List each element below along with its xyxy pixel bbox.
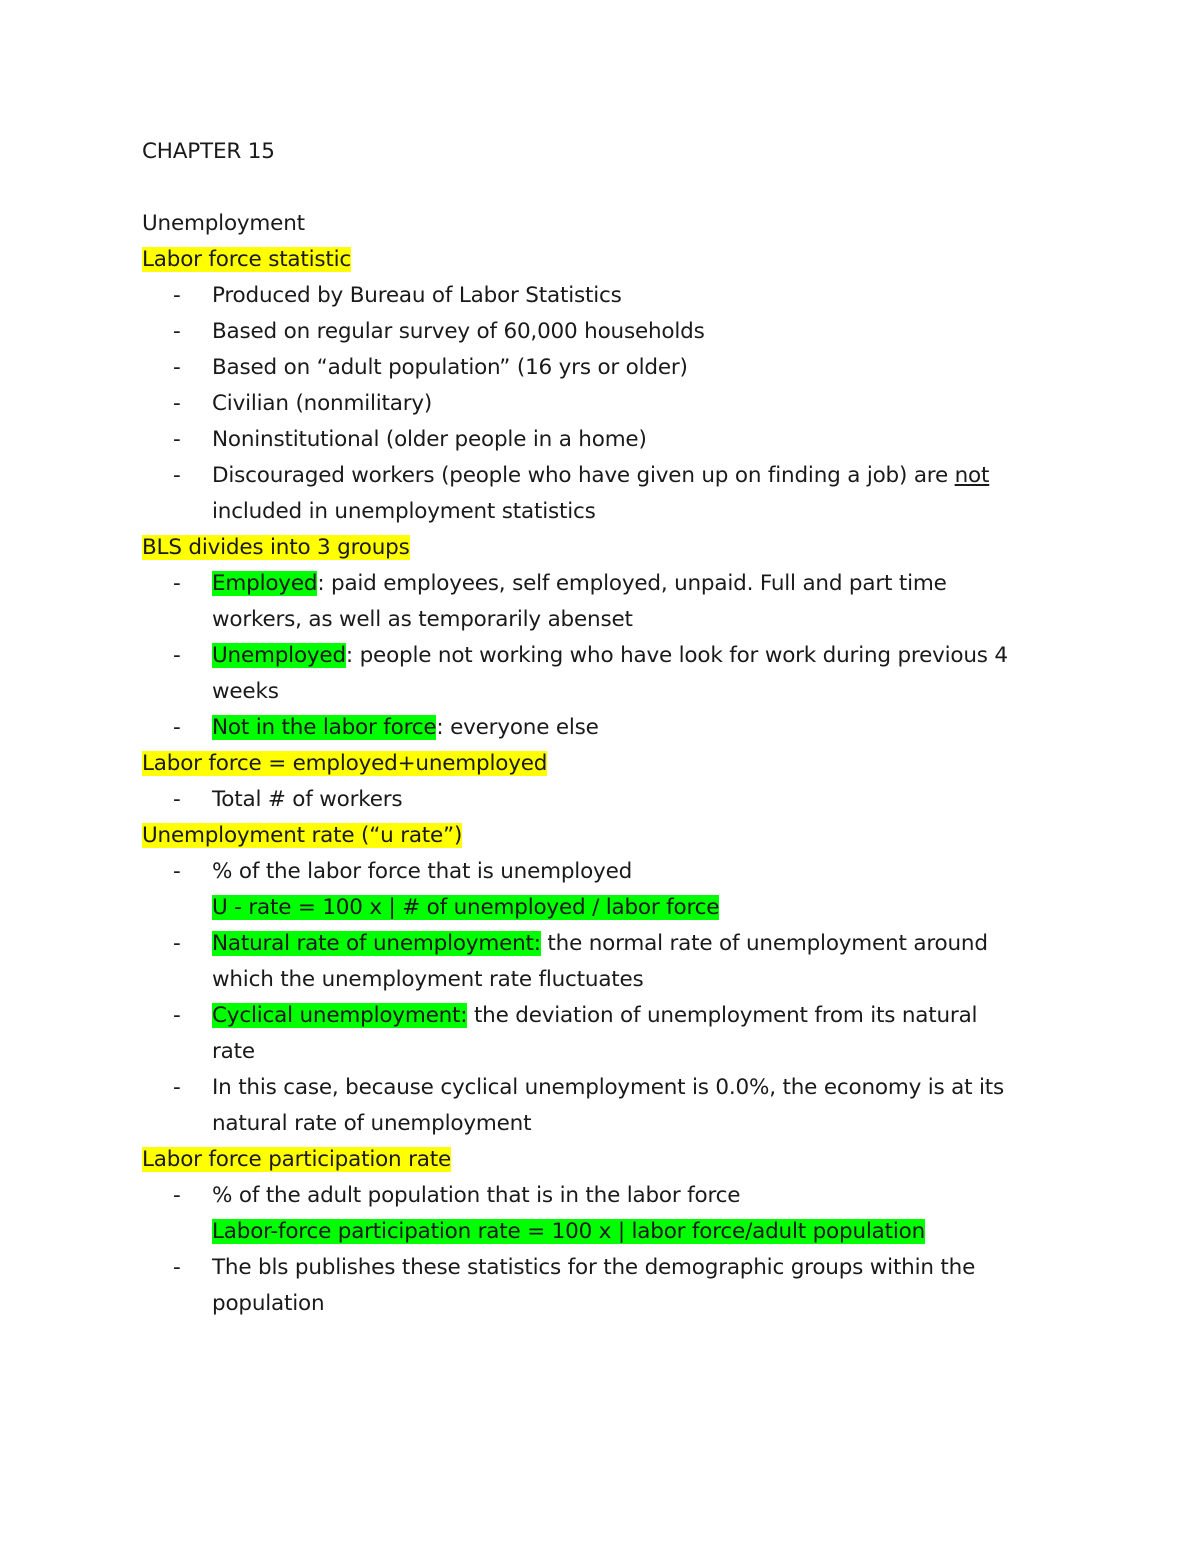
bullet-text: the deviation of unemployment from its natural — [467, 1003, 978, 1028]
term-highlight: Unemployed — [212, 643, 346, 668]
bullet-text: The bls publishes these statistics for the demographic groups within the — [212, 1255, 976, 1280]
term-highlight: Cyclical unemployment: — [212, 1003, 468, 1028]
bullet-dash: - — [173, 355, 181, 380]
bullet-dash: - — [173, 319, 181, 344]
bullet-text: the normal rate of unemployment around — [540, 931, 988, 956]
formula-highlight: Labor-force participation rate = 100 x | labor force/adult population — [212, 1219, 926, 1244]
bullet-text: Noninstitutional (older people in a home) — [212, 427, 647, 452]
bullet-item — [142, 1178, 1062, 1214]
bullet-item — [142, 458, 1062, 494]
term-highlight: Not in the labor force — [212, 715, 437, 740]
bullet-item — [142, 638, 1062, 674]
bullet-text: Based on “adult population” (16 yrs or older) — [212, 355, 688, 380]
chapter-title: CHAPTER 15 — [142, 139, 275, 164]
bullet-text: : paid employees, self employed, unpaid. Full and part time — [317, 571, 947, 596]
bullet-dash: - — [173, 643, 181, 668]
bullet-item — [142, 314, 1062, 350]
bullet-item — [142, 422, 1062, 458]
bullet-item — [142, 1250, 1062, 1286]
bullet-item — [142, 386, 1062, 422]
section-heading — [142, 530, 1062, 566]
bullet-dash: - — [173, 931, 181, 956]
bullet-item — [142, 566, 1062, 602]
bullet-text: Civilian (nonmilitary) — [212, 391, 433, 416]
term-highlight: Natural rate of unemployment: — [212, 931, 541, 956]
section-heading — [142, 818, 1062, 854]
bullet-dash: - — [173, 427, 181, 452]
bullet-continuation: population — [212, 1291, 325, 1316]
bullet-dash: - — [173, 571, 181, 596]
bullet-continuation: rate — [212, 1039, 255, 1064]
bullet-text: Produced by Bureau of Labor Statistics — [212, 283, 622, 308]
section-heading-text: Labor force participation rate — [142, 1147, 451, 1172]
bullet-item — [142, 998, 1062, 1034]
section-heading-text: BLS divides into 3 groups — [142, 535, 410, 560]
section-heading-text: Unemployment rate (“u rate”) — [142, 823, 463, 848]
bullet-dash: - — [173, 1075, 181, 1100]
formula-line — [142, 1214, 1062, 1250]
bullet-text: Discouraged workers (people who have given up on finding a job) are — [212, 463, 955, 488]
bullet-item — [142, 926, 1062, 962]
bullet-item — [142, 278, 1062, 314]
bullet-continuation: which the unemployment rate fluctuates — [212, 967, 644, 992]
bullet-continuation: weeks — [212, 679, 279, 704]
bullet-continuation: included in unemployment statistics — [212, 499, 596, 524]
bullet-text: : everyone else — [436, 715, 599, 740]
bullet-item — [142, 854, 1062, 890]
document-content — [142, 134, 1062, 1322]
bullet-dash: - — [173, 1183, 181, 1208]
underlined-word: not — [954, 463, 990, 488]
bullet-text: Total # of workers — [212, 787, 403, 812]
bullet-item — [142, 782, 1062, 818]
bullet-text: % of the labor force that is unemployed — [212, 859, 633, 884]
bullet-dash: - — [173, 715, 181, 740]
bullet-dash: - — [173, 463, 181, 488]
bullet-continuation: natural rate of unemployment — [212, 1111, 532, 1136]
formula-line — [142, 890, 1062, 926]
topic-title: Unemployment — [142, 211, 305, 236]
bullet-dash: - — [173, 283, 181, 308]
bullet-text: % of the adult population that is in the labor force — [212, 1183, 741, 1208]
bullet-item — [142, 350, 1062, 386]
bullet-dash: - — [173, 859, 181, 884]
section-heading — [142, 746, 1062, 782]
term-highlight: Employed — [212, 571, 318, 596]
section-heading — [142, 242, 1062, 278]
bullet-dash: - — [173, 1255, 181, 1280]
section-heading-text: Labor force statistic — [142, 247, 352, 272]
section-heading-text: Labor force = employed+unemployed — [142, 751, 548, 776]
formula-highlight: U - rate = 100 x | # of unemployed / labor force — [212, 895, 720, 920]
bullet-text: Based on regular survey of 60,000 households — [212, 319, 705, 344]
bullet-text: In this case, because cyclical unemployment is 0.0%, the economy is at its — [212, 1075, 1004, 1100]
bullet-item — [142, 1070, 1062, 1106]
bullet-item — [142, 710, 1062, 746]
bullet-continuation: workers, as well as temporarily abenset — [212, 607, 633, 632]
bullet-dash: - — [173, 787, 181, 812]
section-heading — [142, 1142, 1062, 1178]
bullet-dash: - — [173, 1003, 181, 1028]
bullet-dash: - — [173, 391, 181, 416]
bullet-text: : people not working who have look for work during previous 4 — [345, 643, 1008, 668]
